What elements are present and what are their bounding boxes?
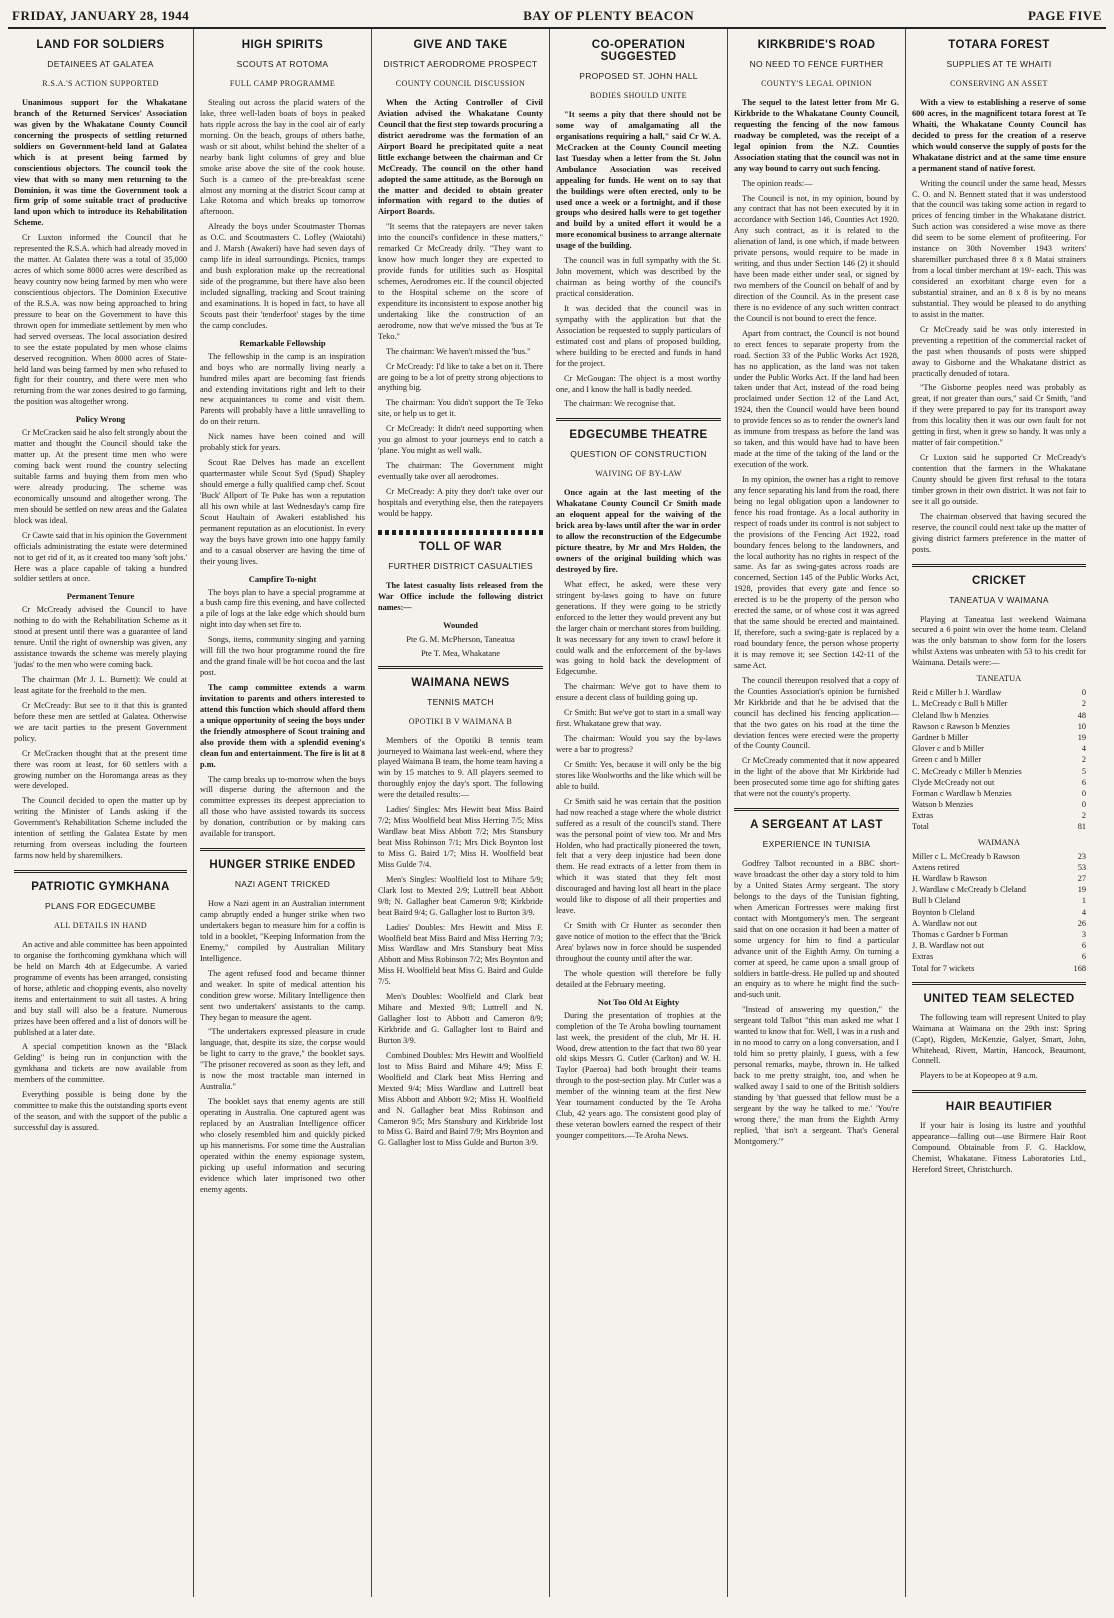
runs: 0: [1081, 788, 1086, 798]
lead-paragraph: The latest casualty lists released from the War Office include the following district names:—: [378, 580, 543, 612]
paragraph: Cr Luxton informed the Council that he represented the R.S.A. which had already moved in the matter. At Galatea there was a total of 35,000 acres of which some 8000 acres were described as heavy country now being farmed by men who were conscientious objectors. The Dominion Executive of the R.S.A. was now being approached to bring pressure to bear on the Government to have this thrown open for immediate settlement by men who had served overseas. The local association desired to see the estate populated by men whose claims deserved recognition. When 8000 acres of State-held land was being farmed by men who refused to fight for their country, and there were men who returning from the war zones desired to go farming, the position was altogether wrong.: [14, 233, 187, 407]
divider: [912, 1090, 1086, 1093]
subhead-2: ALL DETAILS IN HAND: [53, 921, 148, 930]
headline-give-and-take: GIVE AND TAKE: [413, 39, 508, 51]
headline-hunger-strike: HUNGER STRIKE ENDED: [209, 859, 356, 872]
batsman: Thomas c Gardner b Forman: [912, 929, 1008, 939]
paragraph: "The Gisborne peoples need was probably as great, if not greater than ours," said Cr Smith, "and if they were prepared to pay for its transport away from this locality then it was our own fault for not getting in first, when it grew so handy. It was only a matter of fair competition.": [912, 383, 1086, 448]
masthead: [8, 6, 1106, 29]
headline-edgecumbe-theatre: EDGECUMBE THEATRE: [569, 429, 708, 442]
paragraph: The chairman: We've got to have them to ensure a decent class of building going up.: [556, 682, 721, 703]
paragraph: If your hair is losing its lustre and youthful appearance—falling out—use Birmere Hair Root Compound. Obtainable from F. G. Hacklow, Chemist, Whakatane. Fitness Laboratories Ltd., Hereford Street, Christchurch.: [912, 1121, 1086, 1175]
paragraph: Cr Smith: Yes, because it will only be the big stores like Woolworths and the like which will be able to build.: [556, 759, 721, 791]
batsman: J. Wardlaw c McCready b Cleland: [912, 885, 1026, 895]
paragraph: Cr McCready: It didn't need supporting when you go almost to your journeys end to catch a 'plane. You might as well walk.: [378, 424, 543, 456]
subhead: QUESTION OF CONSTRUCTION: [570, 449, 707, 460]
subhead: DISTRICT AERODROME PROSPECT: [383, 59, 538, 69]
score-row: [912, 788, 1086, 799]
score-row: [912, 732, 1086, 743]
batsman: Cleland lbw b Menzies: [912, 710, 989, 720]
batsman: Clyde McCready not out: [912, 777, 995, 787]
paragraph: The chairman: You didn't support the Te Teko site, or help us to get it.: [378, 398, 543, 419]
score-row: [912, 862, 1086, 873]
paragraph: The council thereupon resolved that a copy of the Counties Association's opinion be furnished Mr Kirkbride and that he be advised that the council has declined his fencing application—that the two gates on his road at the time the deviation fences were erected were the property of the County Council.: [734, 675, 899, 751]
headline-cricket: CRICKET: [972, 574, 1026, 587]
paragraph: The chairman: Would you say the by-laws were a bar to progress?: [556, 734, 721, 754]
runs: 2: [1081, 755, 1086, 765]
paragraph: The council was in full sympathy with the St. John movement, which was described by the chairman as being worthy of the council's practical consideration.: [556, 256, 721, 298]
batsman: Gardner b Miller: [912, 732, 969, 742]
batsman: Axtens retired: [912, 862, 960, 872]
subhead: SCOUTS AT ROTOMA: [236, 59, 329, 69]
runs: 26: [1077, 918, 1086, 928]
paragraph: The Council decided to open the matter up by writing the Minister of Lands asking if the Government's Rehabilitation Scheme included the intention of settling the Galatea Estate by men returning from overseas including the fourteen farms now held by sharemilkers.: [14, 796, 187, 861]
score-row: [912, 810, 1086, 821]
paragraph: In my opinion, the owner has a right to remove any fence separating his land from the road, there being no legal obligation upon a landowner to fence his road frontage. As a local authority in respect of roads under its control is not subject to the provisions of the Fencing Act 1922, road boundary fences belong to the landowners, and the local authority has no rights in respect of the same. As far as swing-gates across roads are concerned, Section 145 of the Public Works Act, 1928, provides that every gate and fence so erected is to be the property of the person who erected the same, or of whose cost it was agreed that the same should be erected and maintained. If, therefore, such a swing-gate is replaced by a road boundary fence, the person whose property it is may remove it; see Section 142-11 of the same Act.: [734, 474, 899, 670]
subhead: NAZI AGENT TRICKED: [234, 879, 331, 890]
paragraph: The camp committee extends a warm invitation to parents and others interested to attend this function which should afford them a unique opportunity of seeing the boys under the friendly atmosphere of Scout training and also provide them with a splendid evening's clean fun and entertainment. The fire is lit at 8 p.m.: [200, 683, 365, 769]
paragraph: "It seems that the ratepayers are never taken into the council's confidence in these matters," remarked Cr McCready drily. "They want to know how much longer they are expected to provide funds for utilities such as Hospital schemes, Aerodromes etc. If the council objected to the Hospital scheme on the score of expenditure its inconsistent to expose another big undertaking like the construction of an aerodrome, now that we've missed the 'bus at Te Teko.": [378, 222, 543, 341]
newspaper-page: [8, 6, 1106, 1604]
paragraph: The chairman observed that having secured the reserve, the council could next take up the matter of giving district farmers preference in the matter of posts.: [912, 511, 1086, 554]
score-row: [912, 710, 1086, 721]
subhead-2: R.S.A.'S ACTION SUPPORTED: [42, 79, 159, 88]
casualty-name: Pte G. M. McPherson, Taneatua: [406, 633, 515, 644]
column-2: [194, 29, 372, 1597]
paragraph: Already the boys under Scoutmaster Thomas as O.C. and Scoutmasters C. Lofley (Waiotahi) and J. Marsh (Awakeri) have had seven days of camp life in ideal surroundings. Picnics, tramps and bush exploration make up the recreational side of the programme, but there have also been included signalling, tracking and Scout training and examinations. It is hoped in fact, to have all Scouts past their 'tenderfoot' stages by the time the camp concludes.: [200, 222, 365, 330]
paragraph: Men's Doubles: Woolfield and Clark beat Mihare and Mexted 9/8; Luttrell and N. Gallagher lost to Abbott and Cameron 8/9; Kirkbride and G. Gallagher lost to Baird and Burton 3/9.: [378, 992, 543, 1045]
headline-high-spirits: HIGH SPIRITS: [241, 39, 324, 51]
batsman: Miller c L. McCready b Rawson: [912, 851, 1020, 861]
subhead-2: BODIES SHOULD UNITE: [590, 91, 687, 100]
paragraph: The chairman: We haven't missed the 'bus.": [386, 346, 531, 356]
score-row: [912, 698, 1086, 709]
runs: 4: [1081, 744, 1086, 754]
paragraph: How a Nazi agent in an Australian internment camp abruptly ended a hunger strike when two undertakers began to measure him for a coffin is told in a booklet, "Keeping Information from the Enemy," compiled by Australian Military Intelligence.: [200, 899, 365, 963]
batsman: Rawson c Rawson b Menzies: [912, 721, 1010, 731]
runs: 10: [1077, 721, 1086, 731]
section-heading: Remarkable Fellowship: [239, 337, 326, 348]
paragraph: Cr McCready: I'd like to take a bet on it. There are going to be a lot of pretty strong objections to anything big.: [378, 361, 543, 393]
paragraph: During the presentation of trophies at the completion of the Te Aroha bowling tournament last week, the president of the club, Mr H. H. Wood, drew attention to the fact that two 80 year old skips Messrs G. Cutler (Carlton) and W. H. Taylor (Paeroa) had both brought their teams through to the post-section play. Mr Cutler was a member of the winning team at the first New Year tournament conducted by the Te Aroha Club, 42 years ago. The consistent good play of these veteran bowlers earned the respect of their younger competitors.—Te Aroha News.: [556, 1010, 721, 1140]
paragraph: The Council is not, in my opinion, bound by any contract that has not been executed by it in accordance with Section 146, Counties Act 1920. Any such contract, as it is related to the alienation of land, is one which, if made between private persons, would require to be made in writing, and thus under Section 146 (2) it should have been made either under seal, or signed by two members of the Council on behalf of and by direction of the Council. As in the present case there is no evidence of any such written contract the Council is not bound to erect the fence.: [734, 193, 899, 323]
subhead: SUPPLIES AT TE WHAITI: [946, 59, 1052, 69]
subhead: TANEATUA V WAIMANA: [949, 594, 1049, 605]
score-row: [912, 918, 1086, 929]
paragraph: The chairman: We recognise that.: [564, 399, 676, 409]
paragraph: Songs, items, community singing and yarning will fill the two hour programme round the fire and the grand finale will be hot cocoa and the last post.: [200, 635, 365, 678]
score-row: [912, 873, 1086, 884]
score-row: [912, 721, 1086, 732]
scorecard-taneatua: [912, 687, 1086, 821]
runs: 6: [1081, 952, 1086, 962]
subhead: TENNIS MATCH: [427, 696, 494, 707]
column-1: [8, 29, 194, 1597]
paragraph: Apart from contract, the Council is not bound to erect fences to separate property from the road. Section 33 of the Public Works Act 1928, has no application, as the land was not taken under the Public Works Act. If the land had been taken under that Act, instead of the road being proclaimed under Section 12 of the Land Act, 1924, then the Council would have been bound to provide fences so as to render the owner's land as immune from trespass as before the land was so taken, and this would have had to have been made at the time of the taking of the land or the execution of the work.: [734, 328, 899, 469]
score-row: [912, 799, 1086, 810]
divider: [200, 848, 365, 851]
headline-patriotic-gymkhana: PATRIOTIC GYMKHANA: [31, 881, 170, 893]
paragraph: Members of the Opotiki B tennis team journeyed to Waimana last week-end, where they played Waimana B team, the home team having a win by 15 matches to 9. All players seemed to thoroughly enjoy the day's sport. The following were the detailed results:—: [378, 735, 543, 800]
paragraph: It was decided that the council was in sympathy with the application but that the Association be requested to supply particulars of estimated cost and plans of proposed building, where building to be erected and funds in hand for the project.: [556, 303, 721, 368]
subhead-2: WAIVING OF BY-LAW: [595, 469, 682, 479]
issue-date: FRIDAY, JANUARY 28, 1944: [12, 8, 190, 23]
lead-paragraph: When the Acting Controller of Civil Aviation advised the Whakatane County Council that the first step towards procuring a district aerodrome was the formation of an Airport Board he precipitated quite a neat little exchange between the chairman and Cr McCready. The council on the other hand adopted the same attitude, as the Borough on the matter and decided to obtain greater information with regard to the duties of Airport Boards.: [378, 98, 543, 217]
headline-sergeant-at-last: A SERGEANT AT LAST: [750, 819, 883, 832]
headline-waimana-news: WAIMANA NEWS: [411, 676, 510, 689]
runs: 19: [1077, 732, 1086, 742]
paragraph: Players to be at Kopeopeo at 9 a.m.: [920, 1071, 1038, 1081]
subhead: PROPOSED ST. JOHN HALL: [579, 71, 698, 81]
team-name: WAIMANA: [977, 836, 1021, 847]
paragraph: Ladies' Doubles: Mrs Hewitt and Miss F. Woolfield beat Miss Baird and Miss Herring 7/3; Miss Wardlaw and Mrs Stansbury beat Miss Abbott and Miss Robinson 7/2; Mrs Boynton and Miss H. Woolfield beat Miss G. Baird and Gulde 7/5.: [378, 922, 543, 987]
runs: 5: [1081, 766, 1086, 776]
divider: [912, 564, 1086, 567]
total-label: Total for 7 wickets: [912, 963, 975, 973]
subhead: NO NEED TO FENCE FURTHER: [749, 59, 884, 69]
runs: 48: [1077, 710, 1086, 720]
batsman: C. McCready c Miller b Menzies: [912, 766, 1022, 776]
paragraph: The camp breaks up to-morrow when the boys will disperse during the afternoon and the committee expresses its deepest appreciation to all those who have assisted towards its success by donation, contribution or by making cars available for transport.: [200, 774, 365, 839]
paragraph: Cr Smith: But we've got to start in a small way first. Whakatane grew that way.: [556, 708, 721, 729]
batsman: L. McCready c Bull b Miller: [912, 699, 1008, 709]
runs: 3: [1081, 929, 1086, 939]
scorecard-total: [912, 963, 1086, 974]
subhead: PLANS FOR EDGECUMBE: [44, 901, 157, 911]
paragraph: Cr McGougan: The object is a most worthy one, and I know the hall is badly needed.: [556, 373, 721, 394]
paragraph: "The undertakers expressed pleasure in crude language, that, despite its size, the corpse would be light to carry to the grave," the booklet says. "The prisoner recovered as soon as they left, and is now the most tractable man interned in Australia.": [200, 1027, 365, 1092]
runs: 2: [1081, 811, 1086, 821]
runs: 6: [1081, 941, 1086, 951]
column-5: [728, 29, 906, 1597]
lead-paragraph: The sequel to the latest letter from Mr G. Kirkbride to the Whakatane County Council, requesting the fencing of the now famous roadway be completed, was the receipt of a legal opinion from the N.Z. Counties Association stating that the council was not in any way bound to carry out such fencing.: [734, 98, 899, 173]
batsman: H. Wardlaw b Rawson: [912, 874, 987, 883]
batsman: Bull b Cleland: [912, 896, 961, 906]
subhead: DETAINEES AT GALATEA: [47, 59, 154, 69]
paragraph: Stealing out across the placid waters of the lake, three well-laden boats of boys in peaked hats ripple across the bay in the cool air of early morning. On the beach, groups of others bathe, wash or sit about, whilst behind the shelter of a nearby bank light columns of grey and blue smoke arise above the site of the cook house. Such is a cameo of the pre-breakfast scene almost any morning at the district Scout camp at Lake Rotoma and which breaks up tomorrow afternoon.: [200, 98, 365, 217]
section-heading: Campfire To-night: [248, 573, 317, 584]
runs: 53: [1077, 862, 1086, 872]
total-value: 168: [1073, 963, 1086, 973]
column-4: [550, 29, 728, 1597]
scorecard-waimana: [912, 851, 1086, 963]
paragraph: Nick names have been coined and will probably stick for years.: [200, 432, 365, 453]
total-row: [912, 963, 1086, 974]
paragraph: The booklet says that enemy agents are still operating in Australia. One captured agent was replaced by an Australian Intelligence officer who closely resembled him and quickly picked up his mannerisms. For some time the Australian operated within the enemy espionage system, picking up useful information and securing evidence which later imprisoned two other enemy agents.: [200, 1097, 365, 1194]
paragraph: Scout Rae Delves has made an excellent quartermaster while Scout Syd (Spud) Shapley should emerge a fully qualified camp chef. Scout 'Buck' Allport of Te Puke has won a reputation all his own while at last Wednesday's camp fire Scout Haultain of Awakeri established his permanent reputation as an elocutionist. In every way the boys have grown into one happy family and to a casual observer are having the time of their young lives.: [200, 458, 365, 566]
subhead-2: OPOTIKI B V WAIMANA B: [408, 716, 513, 726]
runs: 4: [1081, 907, 1086, 917]
subhead-2: FULL CAMP PROGRAMME: [229, 79, 336, 88]
paragraph: The following team will represent United to play Waimana at Waimana on the 29th inst: Spring (Capt), Rigden, McKenzie, Galyer, Smart, John, Whitehead, Rivett, Martin, Hancock, Beaumont, Connell.: [912, 1012, 1086, 1066]
batsman: Boynton b Cleland: [912, 907, 975, 917]
subhead: EXPERIENCE IN TUNISIA: [762, 839, 871, 850]
section-heading: Not Too Old At Eighty: [597, 996, 680, 1007]
paragraph: Cr McCready said he was only interested in preventing a repetition of the commercial racket of the past when thousands of posts were shipped away to Gisborne and the Whakatane district as practically denuded of totara.: [912, 324, 1086, 378]
paragraph: Godfrey Talbot recounted in a BBC short-wave broadcast the other day a story told to him by a United States Army sergeant. The story belongs to the days of the Tunisian fighting, when American Fortresses were making first contact with Montgomery's men. The sergeant said that on one occasion it had been a matter of some urgency for him to find a particular advance unit of the Eighth Army. On turning a corner at speed, he came upon a small group of soldiers in battle-dress. He pulled up and shouted an enquiry as to where he might find the such-and-such unit.: [734, 859, 899, 1000]
paragraph: The opinion reads:—: [742, 178, 813, 188]
batsman: Extras: [912, 811, 934, 821]
score-row: [912, 929, 1086, 940]
paragraph: What effect, he asked, were these very stringent by-laws going to have on future generations. If they were going to be strictly enforced to the letter they would prevent any but the larger chain or merchant stores from building. It was necessary for any town to crawl before it could walk and the enforcement of the by-laws was going to hold back the development of Edgecumbe.: [556, 579, 721, 677]
paragraph: Cr Smith said he was certain that the position had now reached a stage where the whole district suffered as a result of the council's stand. There was the personal point of view too. Mr and Mrs Holden, who had practically pioneered the town, felt that a very deep injustice had been done them. He read extracts of a letter from them in which it was stated that they felt most discouraged and having lost all heart in the place would like to dispose of all their properties and leave.: [556, 796, 721, 916]
score-row: [912, 940, 1086, 951]
paragraph: Playing at Taneatua last weekend Waimana secured a 6 point win over the home team. Cleland was the only batsman to show form for the losers whilst Axtens was unbeaten with 53 to his credit for Waimana. Details were:—: [912, 614, 1086, 668]
subhead: FURTHER DISTRICT CASUALTIES: [388, 560, 533, 571]
paragraph: Cr Smith with Cr Hunter as seconder then gave notice of motion to the effect that the 'Brick Area' bylaws now in force should be suspended throughout the county until after the war.: [556, 921, 721, 963]
paragraph: Cr McCready advised the Council to have nothing to do with the Rehabilitation Scheme as it stood at present until there was a guarantee of land tenure. Until the right of ownership was given, any assistance towards the scheme was merely playing 'judas' to the men who were coming back.: [14, 605, 187, 670]
headline-land-for-soldiers: LAND FOR SOLDIERS: [36, 39, 165, 51]
section-heading: Policy Wrong: [75, 414, 126, 425]
runs: 1: [1081, 896, 1086, 906]
section-heading: Wounded: [443, 619, 478, 630]
subhead-2: COUNTY'S LEGAL OPINION: [761, 79, 872, 88]
paragraph: Cr McCready commented that it now appeared in the light of the above that Mr Kirkbride had been prosecuted some time ago for shifting gates that were not the county's property.: [734, 756, 899, 799]
paragraph: The whole question will therefore be fully detailed at the February meeting.: [556, 968, 721, 989]
columns: [8, 29, 1106, 1597]
lead-paragraph: With a view to establishing a reserve of some 600 acres, in the magnificent totara forest at Te Whaiti, the Whakatane County Council has decided to press for the creation of a reserve which would conserve the supply of posts for the Whakatane district and at the same time ensure a permanent stand of native forest.: [912, 98, 1086, 173]
paragraph: Cr Luxton said he supported Cr McCready's contention that the farmers in the Whakatane County should be given first refusal to the totara timber grown in their own district. It was not fair to see it all go outside.: [912, 453, 1086, 506]
paragraph: Cr McCracken said he also felt strongly about the matter and thought the Council should take the matter up. At the present time men who were coming back went round the country selecting suitable farms and buying them from men who were already producing. The scheme was economically unsound and altogether wrong. The men should be settled on new areas and the Galatea block was ideal.: [14, 428, 187, 525]
paragraph: The fellowship in the camp is an inspiration and boys who are normally living nearly a hundred miles apart are becoming fast friends and extending invitations right and left to their new acquaintances to come and visit them. Parents will probably have a little unravelling to do on their return.: [200, 351, 365, 427]
paragraph: Everything possible is being done by the committee to make this the outstanding sports event of the season, and with the support of the public a successful day is assured.: [14, 1090, 187, 1132]
page-number: PAGE FIVE: [1028, 8, 1102, 23]
column-3: [372, 29, 550, 1597]
batsman: Forman c Wardlaw b Menzies: [912, 788, 1012, 798]
headline-hair-beautifier: HAIR BEAUTIFIER: [945, 1101, 1053, 1114]
paragraph: Cr McCready: A pity they don't take over our hospitals and everything else, then the ratepayers would be happy.: [378, 486, 543, 518]
paragraph: The chairman (Mr J. L. Burnett): We could at least agitate for the freehold to the men.: [14, 675, 187, 695]
paragraph: Combined Doubles: Mrs Hewitt and Woolfield lost to Miss Baird and Mihare 4/9; Miss F. Woolfield and Clark beat Miss Herring and Mexted 9/4; Miss Wardlaw and Luttrell beat Miss Abbott and Abbott 9/2; Miss H. Woolfield and N. Gallagher beat Miss Robinson and Cameron 9/5; Mrs Stansbury and Kirkbride lost to Miss G. Baird and Baird 7/9; Mrs Boynton and G. Gallagher lost to Miss Gulde and Burton 3/9.: [378, 1050, 544, 1148]
runs: 27: [1077, 874, 1086, 883]
paragraph: Cr Cawte said that in his opinion the Government officials administrating the estate were determined not to get rid of it, as it created too many 'soft jobs.' Here was a place capable of taking a hundred soldier settlers at once.: [14, 530, 187, 584]
runs: 0: [1081, 688, 1086, 698]
paragraph: Writing the council under the same head, Messrs C. O. and N. Bennett stated that it was understood that the council was taking some action in regard to prices of fencing timber in the Whakatane district. Such action was considered a wise move as there did seem to be some element of profiteering. For instance on 30th November 1943 writers' sharemilker purchased three 8 x 8 Matai strainers from a local timber merchant at 19/- each. This was considered an exorbitant charge even for a substantial strainer, and an 8 x 8 is by no means substantial. They would be pleased to do anything to assist in the matter.: [912, 178, 1086, 319]
paragraph: A special competition known as the "Black Gelding" is being run in conjunction with the gymkhana and tickets are now available from members of the committee.: [14, 1042, 187, 1085]
headline-totara-forest: TOTARA FOREST: [948, 39, 1050, 51]
paragraph: Cr McCracken thought that at the present time there was room at least, for 60 settlers with a growing number on the Horomanga areas as they were developed.: [14, 748, 187, 791]
batsman: Extras: [912, 952, 934, 962]
lead-paragraph: Once again at the last meeting of the Whakatane County Council Cr Smith made an eloquent appeal for the waiving of the brick area by-laws until after the war in order to allow the reconstruction of the Edgecumbe picture theatre, by Mr and Mrs Holden, the owners of the original building which was destroyed by fire.: [556, 488, 721, 574]
divider: [378, 666, 543, 669]
paragraph: An active and able committee has been appointed to organise the forthcoming gymkhana which will be held on March 4th at Edgecumbe. A varied programme of events has been arranged, consisting of horse, athletic and chopping events, also novelty items and entertainment to suit all tastes. A bring and buy stall will also be a feature. Numerous prizes have been offered and a list of donors will be published at a later date.: [14, 940, 187, 1037]
batsman: Reid c Miller b J. Wardlaw: [912, 688, 1002, 698]
paragraph: The chairman: The Government might eventually take over all aerodromes.: [378, 461, 543, 481]
batsman: J. B. Wardlaw not out: [912, 941, 985, 951]
batsman: A. Wardlaw not out: [912, 918, 978, 928]
total-value: 81: [1077, 822, 1086, 832]
column-6: [906, 29, 1092, 1597]
runs: 19: [1077, 885, 1086, 895]
divider: [14, 870, 187, 873]
batsman: Glover c and b Miller: [912, 744, 984, 754]
casualty-name: Pte T. Mea, Whakatane: [420, 647, 501, 658]
headline-co-operation: CO-OPERATION SUGGESTED: [591, 39, 686, 63]
scorecard-total: [912, 821, 1086, 832]
divider: [734, 808, 899, 811]
paragraph: Ladies' Singles: Mrs Hewitt beat Miss Baird 7/2; Miss Woolfield beat Miss Herring 7/5; Miss Wardlaw beat Miss Abbott 7/2; Mrs Stansbury beat Miss Robinson 7/1; Mrs Dick Boynton lost to Miss G. Baird 1/7; Miss H. Woolfield beat Miss Gulde 7/4.: [378, 805, 543, 869]
wave-divider: [378, 530, 543, 535]
score-row: [912, 754, 1086, 765]
divider: [556, 418, 721, 421]
lead-paragraph: "It seems a pity that there should not be some way of amalgamating all the organisations requiring a hall," said Cr W. A. McCracken at the County Council meeting last Tuesday when a letter from the St. John Ambulance Association was received appealing for funds. He went on to say that the buildings were often erected, only to be used once a week or a fortnight, and if those groups who desired halls were to get together and build by a united effort it would be a more economical business to arrange alternate usage of the building.: [556, 110, 721, 251]
score-row: [912, 766, 1086, 777]
score-row: [912, 851, 1086, 862]
headline-united-team: UNITED TEAM SELECTED: [923, 992, 1075, 1005]
runs: 23: [1077, 851, 1086, 861]
paragraph: "Instead of answering my question," the sergeant told Talbot "this man asked me what I wanted to know that for. Well, I was in a rush and in no mood to carry on a long conversation, and I told him so pretty plainly, I guess, with a few personal remarks, maybe, thrown in. He talked back to me pretty straight, too, and when he walked away I said to one of the British soldiers standing by 'that guessed that fellow must be a sergeant by the way he talked to me.' 'You're wrong there,' the man from the Eighth Army replied, 'that isn't a sergeant. That's General Montgomery.'": [734, 1005, 899, 1146]
total-label: Total: [912, 822, 929, 832]
total-row: [912, 821, 1086, 832]
section-heading: Permanent Tenure: [66, 591, 135, 602]
score-row: [912, 743, 1086, 754]
score-row: [912, 895, 1086, 906]
subhead-2: CONSERVING AN ASSET: [950, 79, 1048, 88]
paragraph: Cr McCready: But see to it that this is granted before these men are settled at Galatea. Otherwise we are tacit parties to the present Government policy.: [14, 700, 187, 743]
batsman: Green c and b Miller: [912, 755, 982, 765]
runs: 6: [1081, 777, 1086, 787]
team-name: TANEATUA: [976, 673, 1022, 684]
paragraph: Men's Singles: Woolfield lost to Mihare 5/9; Clark lost to Mexted 2/9; Luttrell beat Abbott 9/8; N. Gallagher beat Cameron 9/8; Kirkbride beat Baird 9/4; G. Gallagher lost to Burton 3/9.: [378, 874, 543, 917]
score-row: [912, 907, 1086, 918]
score-row: [912, 777, 1086, 788]
subhead-2: COUNTY COUNCIL DISCUSSION: [395, 79, 526, 88]
batsman: Watson b Menzies: [912, 800, 974, 810]
paper-name: BAY OF PLENTY BEACON: [523, 8, 695, 23]
divider: [912, 982, 1086, 985]
runs: 0: [1081, 800, 1086, 810]
headline-kirkbrides-road: KIRKBRIDE'S ROAD: [757, 39, 876, 51]
score-row: [912, 884, 1086, 895]
headline-toll-of-war: TOLL OF WAR: [418, 540, 503, 553]
runs: 2: [1081, 699, 1086, 709]
lead-paragraph: Unanimous support for the Whakatane branch of the Returned Services' Association was given by the Whakatane County Council concerning the prospects of settling returned soldiers on Government-held land at Galatea which is at present being farmed by conscientious objectors. The council took the view that with so many men returning to the Dominion, it was time the Government took a firm grip of some suitable tract of productive land upon which to introduce its Rehabilitation Scheme.: [14, 98, 187, 228]
paragraph: The agent refused food and became thinner and weaker. In spite of medical attention his condition grew worse. Military Intelligence then sent two undertakers' assistants to the camp. They began to measure the agent.: [200, 968, 365, 1022]
score-row: [912, 687, 1086, 698]
paragraph: The boys plan to have a special programme at a bush camp fire this evening, and have collected a pile of logs at the lake edge which should burn night into day when set fire to.: [200, 587, 365, 630]
score-row: [912, 951, 1086, 962]
